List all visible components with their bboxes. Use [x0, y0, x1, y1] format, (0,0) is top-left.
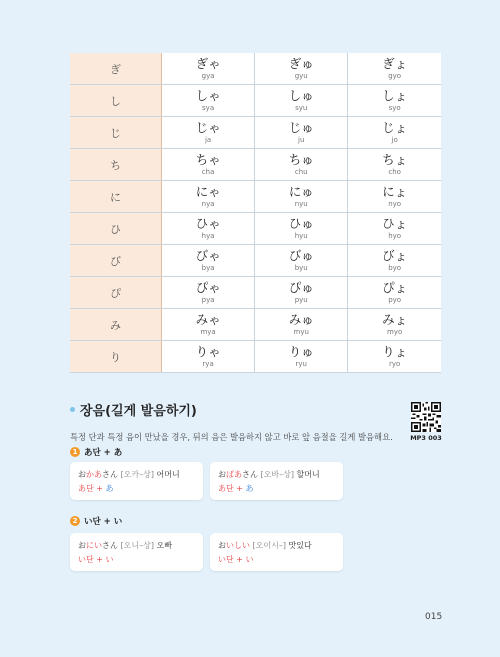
table-row — [70, 213, 441, 245]
kana-text: ひゃ — [195, 216, 221, 231]
kana-text: ちょ — [382, 152, 408, 167]
rule-label — [78, 483, 203, 495]
kana-cell — [348, 53, 441, 85]
kana-text: ぴゅ — [288, 280, 314, 295]
base-kana: に — [70, 181, 162, 213]
word-part: さん — [242, 470, 258, 479]
kana-cell — [255, 309, 348, 341]
romaji-text: nyo — [388, 200, 402, 208]
word-highlight: ばあ — [226, 470, 242, 479]
kana-text: ひょ — [382, 216, 408, 231]
base-kana: り — [70, 341, 162, 373]
kana-cell — [162, 117, 255, 149]
kana-cell — [162, 53, 255, 85]
reading-text: [오바–상] — [260, 470, 294, 479]
kana-text: びゅ — [288, 248, 314, 263]
rule-plus: + — [233, 555, 246, 564]
rule-part: い단 — [78, 555, 94, 564]
kana-text: しょ — [382, 88, 408, 103]
kana-cell — [348, 277, 441, 309]
yoon-table — [70, 53, 441, 373]
section-title — [70, 400, 197, 419]
reading-text: [오이시–] — [252, 541, 286, 550]
base-kana: ち — [70, 149, 162, 181]
kana-cell — [348, 245, 441, 277]
romaji-text: pyo — [388, 296, 402, 304]
reading-text: [오카–상] — [120, 470, 154, 479]
kana-text: にゃ — [195, 184, 221, 199]
word-part: さん — [102, 541, 118, 550]
romaji-text: myu — [293, 328, 309, 336]
kana-text: ぎゃ — [195, 56, 221, 71]
bullet-dot-icon — [70, 407, 75, 412]
kana-text: にゅ — [288, 184, 314, 199]
table-row — [70, 117, 441, 149]
kana-cell — [255, 117, 348, 149]
kana-cell — [255, 213, 348, 245]
kana-text: りゃ — [195, 344, 221, 359]
kana-text: びょ — [382, 248, 408, 263]
kana-cell — [162, 85, 255, 117]
kana-cell — [255, 181, 348, 213]
kana-cell — [255, 341, 348, 373]
meaning-text: 할머니 — [296, 470, 320, 479]
kana-text: ぎゅ — [288, 56, 314, 71]
romaji-text: bya — [201, 264, 215, 272]
rule-label — [78, 554, 203, 566]
number-badge: 1 — [70, 447, 80, 457]
romaji-text: syu — [295, 104, 308, 112]
table-row — [70, 149, 441, 181]
romaji-text: gyu — [294, 72, 308, 80]
kana-cell — [162, 149, 255, 181]
kana-text: びゃ — [195, 248, 221, 263]
kana-text: しゅ — [288, 88, 314, 103]
rule-plus: + — [93, 555, 106, 564]
romaji-text: byo — [388, 264, 402, 272]
kana-text: じゃ — [195, 120, 221, 135]
kana-cell — [255, 277, 348, 309]
kana-text: りゅ — [288, 344, 314, 359]
romaji-text: ju — [298, 136, 305, 144]
kana-cell — [255, 53, 348, 85]
table-row — [70, 309, 441, 341]
example-card — [210, 462, 343, 500]
rule-label — [218, 483, 343, 495]
romaji-text: gyo — [388, 72, 402, 80]
group-heading-text: い단 + い — [84, 517, 123, 527]
romaji-text: gya — [201, 72, 215, 80]
kana-cell — [348, 341, 441, 373]
kana-cell — [348, 85, 441, 117]
romaji-text: byu — [294, 264, 308, 272]
romaji-text: hyo — [388, 232, 402, 240]
kana-cell — [162, 213, 255, 245]
base-kana: ひ — [70, 213, 162, 245]
meaning-text: 맛있다 — [288, 541, 312, 550]
romaji-text: hya — [201, 232, 215, 240]
kana-text: にょ — [382, 184, 408, 199]
kana-cell — [348, 213, 441, 245]
romaji-text: nyu — [294, 200, 308, 208]
rule-part: あ — [105, 484, 114, 493]
kana-cell — [255, 85, 348, 117]
base-kana: ぴ — [70, 277, 162, 309]
word-part: さん — [102, 470, 118, 479]
table-row — [70, 277, 441, 309]
kana-cell — [255, 245, 348, 277]
example-word — [218, 469, 343, 481]
romaji-text: rya — [202, 360, 214, 368]
qr-code-icon[interactable] — [411, 402, 441, 432]
base-kana: び — [70, 245, 162, 277]
kana-cell — [348, 149, 441, 181]
group-heading — [70, 446, 122, 458]
table-row — [70, 53, 441, 85]
table-row — [70, 85, 441, 117]
kana-cell — [348, 117, 441, 149]
rule-plus: + — [233, 484, 246, 493]
meaning-text: 어머니 — [156, 470, 180, 479]
rule-part: あ — [245, 484, 254, 493]
group-heading — [70, 515, 122, 527]
romaji-text: chu — [294, 168, 308, 176]
kana-text: ひゅ — [288, 216, 314, 231]
kana-cell — [348, 181, 441, 213]
example-card — [70, 462, 203, 500]
romaji-text: hyu — [294, 232, 308, 240]
table-row — [70, 181, 441, 213]
romaji-text: myo — [387, 328, 403, 336]
kana-text: ちゅ — [288, 152, 314, 167]
kana-text: じょ — [382, 120, 408, 135]
romaji-text: syo — [388, 104, 401, 112]
word-highlight: いしい — [226, 541, 250, 550]
example-card — [70, 533, 203, 571]
base-kana: ぎ — [70, 53, 162, 85]
base-kana: み — [70, 309, 162, 341]
rule-part: あ단 — [78, 484, 94, 493]
kana-cell — [162, 181, 255, 213]
kana-text: ぴゃ — [195, 280, 221, 295]
romaji-text: ja — [204, 136, 212, 144]
section-description: 특정 단과 특정 음이 만났을 경우, 뒤의 음은 발음하지 않고 바로 앞 음절을 길게 발음해요. — [70, 432, 393, 442]
kana-text: じゅ — [288, 120, 314, 135]
word-part: お — [218, 470, 226, 479]
table-row — [70, 245, 441, 277]
mp3-label: MP3 003 — [410, 434, 442, 442]
word-highlight: かあ — [86, 470, 102, 479]
romaji-text: pyu — [294, 296, 308, 304]
rule-part: い — [245, 555, 254, 564]
reading-text: [오니–상] — [120, 541, 154, 550]
section-title-text: 장음(길게 발음하기) — [80, 404, 197, 419]
kana-cell — [162, 309, 255, 341]
rule-part: い단 — [218, 555, 234, 564]
kana-cell — [348, 309, 441, 341]
rule-plus: + — [93, 484, 106, 493]
romaji-text: cha — [201, 168, 215, 176]
kana-cell — [255, 149, 348, 181]
word-part: お — [78, 541, 86, 550]
base-kana: じ — [70, 117, 162, 149]
table-row — [70, 341, 441, 373]
romaji-text: nya — [201, 200, 215, 208]
romaji-text: jo — [391, 136, 398, 144]
example-word — [78, 540, 203, 552]
kana-text: ぎょ — [382, 56, 408, 71]
rule-label — [218, 554, 343, 566]
kana-text: りょ — [382, 344, 408, 359]
kana-text: みょ — [382, 312, 408, 327]
base-kana: し — [70, 85, 162, 117]
romaji-text: mya — [200, 328, 216, 336]
word-part: お — [218, 541, 226, 550]
word-part: お — [78, 470, 86, 479]
kana-cell — [162, 341, 255, 373]
example-word — [218, 540, 343, 552]
rule-part: あ단 — [218, 484, 234, 493]
number-badge: 2 — [70, 516, 80, 526]
kana-text: しゃ — [195, 88, 221, 103]
romaji-text: pya — [201, 296, 215, 304]
kana-cell — [162, 277, 255, 309]
example-word — [78, 469, 203, 481]
group-heading-text: あ단 + あ — [84, 448, 123, 458]
rule-part: い — [105, 555, 114, 564]
page-number: 015 — [425, 612, 443, 622]
word-highlight: にい — [86, 541, 102, 550]
romaji-text: sya — [202, 104, 215, 112]
romaji-text: ryo — [389, 360, 401, 368]
kana-cell — [162, 245, 255, 277]
kana-text: ちゃ — [195, 152, 221, 167]
example-card — [210, 533, 343, 571]
meaning-text: 오빠 — [156, 541, 172, 550]
kana-text: みゃ — [195, 312, 221, 327]
romaji-text: cho — [388, 168, 401, 176]
romaji-text: ryu — [295, 360, 307, 368]
kana-text: みゅ — [288, 312, 314, 327]
kana-text: ぴょ — [382, 280, 408, 295]
